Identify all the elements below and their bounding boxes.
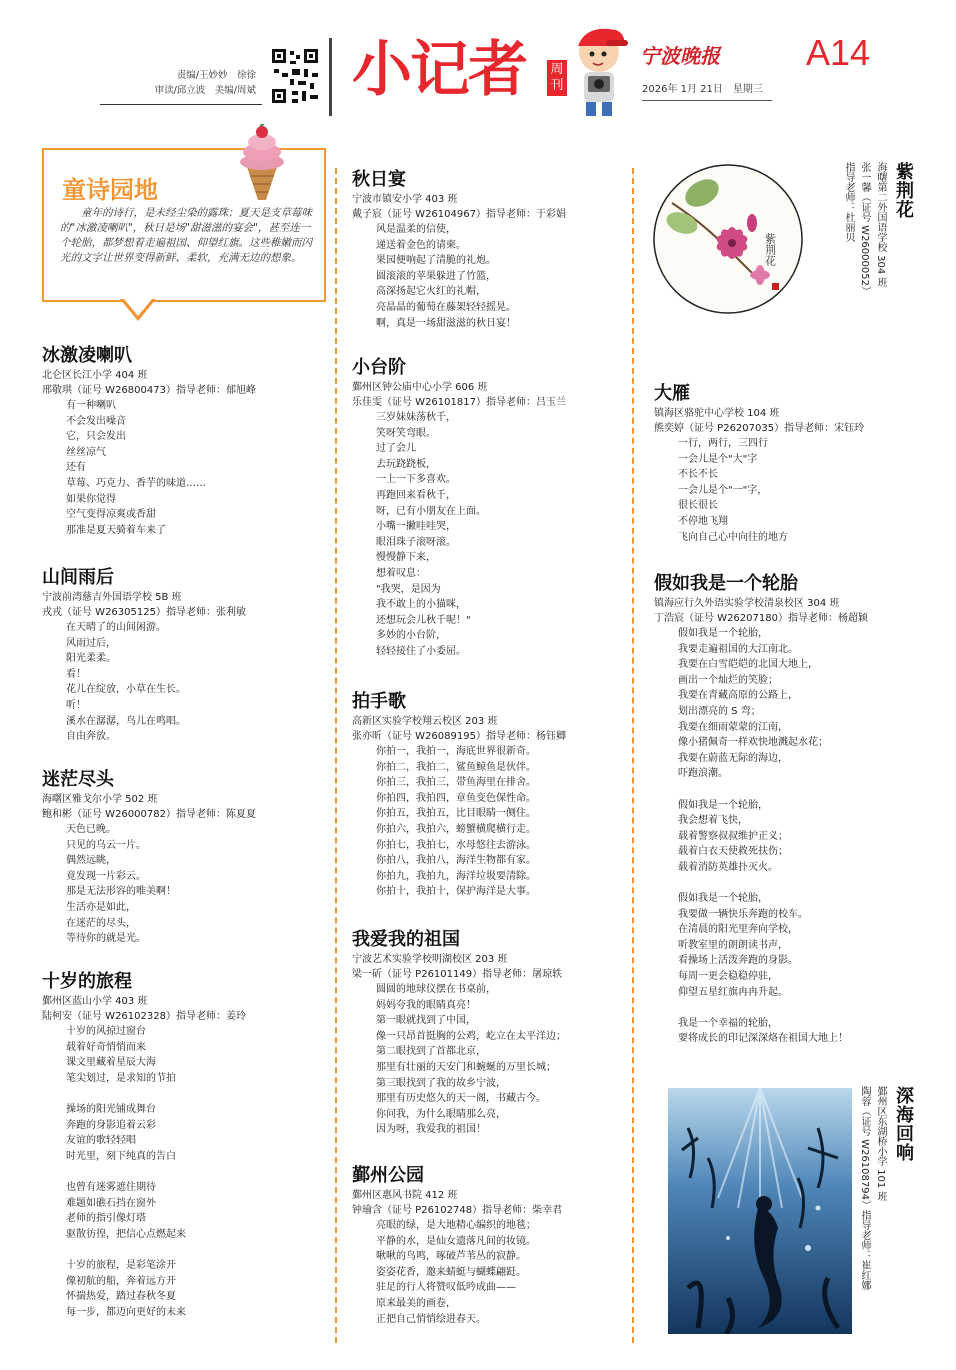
- poem-line: 花儿在绽放，小草在生长。: [66, 684, 186, 696]
- poem-title: 山间雨后: [42, 567, 114, 588]
- poem-line: 你拍四，我拍四，章鱼变色保性命。: [376, 792, 536, 804]
- art2-author: 陶蓉（证号 W26108794）指导老师：崔红娜: [859, 1086, 870, 1290]
- poem-ten-year-journey: [42, 970, 246, 1320]
- column-divider: [335, 168, 337, 1343]
- header-divider: [329, 38, 332, 116]
- poem-line: 姿姿花香，邀来蜻蜓与蝴蝶翩跹。: [376, 1266, 526, 1278]
- poem-school: 宁波艺术实验学校明湖校区 203 班: [352, 954, 508, 965]
- poem-line: [678, 876, 868, 892]
- poem-line: 你拍八，我拍八，海洋生物都有家。: [376, 855, 536, 867]
- poem-line: 想着叹息：: [376, 567, 426, 579]
- poem-if-i-were-a-tire: [654, 572, 868, 1047]
- editors-line-2: 审读/邱立波 美编/周斌: [154, 85, 256, 96]
- poem-wild-goose: [654, 382, 864, 545]
- poem-line: 十岁的风掠过窗台: [66, 1026, 146, 1037]
- poem-line: [66, 1086, 246, 1102]
- poem-line: [66, 1164, 246, 1180]
- poem-line: 亮晶晶的葡萄在藤架轻轻摇晃。: [376, 301, 516, 313]
- poem-school: 鄞州区惠风书院 412 班: [352, 1190, 458, 1201]
- poem-line: 一会儿是个"大"字: [678, 453, 758, 465]
- poem-title: 小台阶: [352, 357, 406, 378]
- poem-line: 过了会儿: [376, 443, 416, 455]
- masthead-title: 小记者: [352, 35, 526, 105]
- poem-line: 十岁的旅程，是彩笔涂开: [66, 1259, 176, 1271]
- poem-line: 飞向自己心中向往的地方: [678, 531, 788, 543]
- intro-speech-tail-inner: [124, 299, 152, 316]
- poem-body: [42, 822, 256, 947]
- poem-line: 因为呀，我爱我的祖国！: [376, 1124, 486, 1136]
- poem-line: 假如我是一个轮胎，: [678, 893, 768, 905]
- poem-line: 不停地飞翔: [678, 515, 728, 527]
- poem-title: 迷茫尽头: [42, 769, 114, 790]
- poem-line: 还有: [66, 462, 86, 474]
- poem-line: 你拍九，我拍九，海洋垃圾要清除。: [376, 870, 536, 882]
- poem-line: 还想玩会儿秋千呢！": [376, 614, 471, 626]
- poem-line: 呀，已有小朋友在上面。: [376, 505, 486, 517]
- poem-line: 难题如礁石挡在窗外: [66, 1197, 156, 1209]
- poem-school: 海曙区雅戈尔小学 502 班: [42, 794, 158, 805]
- intro-text: 童年的诗行，是未经尘染的露珠；夏天是支草莓味的"冰激凌喇叭"，秋日是场"甜滋滋的宴会"，甚至连一个轮胎，都梦想着走遍祖国、仰望红旗。这些稚嫩而闪光的文字让世界变得新鲜、柔软，充满无边的想象。: [60, 207, 312, 264]
- poem-line: 我会想着飞快，: [678, 815, 748, 827]
- poem-line: 啾啾的鸟鸣，啄破芦苇丛的寂静。: [376, 1251, 526, 1263]
- poem-line: 我要做一辆快乐奔跑的校车。: [678, 908, 808, 920]
- poem-line: 自由奔放。: [66, 731, 116, 743]
- poem-title: 鄞州公园: [352, 1165, 424, 1186]
- poem-author: 陆柯安（证号 W26102328）指导老师：姜玲: [42, 1011, 246, 1022]
- poem-line: 载着警察叔叔维护正义；: [678, 830, 788, 842]
- poem-author: 熊奕婷（证号 P26207035）指导老师：宋钰玲: [654, 423, 865, 434]
- poem-line: 第三眼找到了我的故乡宁波，: [376, 1077, 506, 1089]
- poem-school: 鄞州区钟公庙中心小学 606 班: [352, 382, 488, 393]
- poem-line: 一行，两行，三四行: [678, 438, 768, 449]
- ice-cream-icon: [226, 124, 298, 202]
- art1-credit: [840, 162, 888, 322]
- poem-body: [352, 1218, 562, 1327]
- poem-line: 假如我是一个轮胎，: [678, 799, 768, 811]
- poem-author: 张亦昕（证号 W26089195）指导老师：杨钰卿: [352, 731, 566, 742]
- poem-line: 像一只昂首挺胸的公鸡，屹立在太平洋边；: [376, 1030, 566, 1042]
- poem-line: 友谊的歌轻轻唱: [66, 1135, 136, 1147]
- art2-title: 深海回响: [893, 1086, 914, 1162]
- poem-line: 看操场上活泼奔跑的身影。: [678, 955, 798, 967]
- poem-school: 宁波市镇安小学 403 班: [352, 194, 458, 205]
- poem-author: 鲍和彬（证号 W26000782）指导老师：陈夏夏: [42, 809, 256, 820]
- poem-title: 冰激凌喇叭: [42, 345, 132, 366]
- poem-line: 像初航的船，奔着远方开: [66, 1275, 176, 1287]
- poem-line: 那里有历史悠久的天一阁，书藏古今。: [376, 1093, 546, 1105]
- poem-title: 十岁的旅程: [42, 971, 132, 992]
- poem-title: 秋日宴: [352, 169, 406, 190]
- poem-line: 在天晴了的山间闲游。: [66, 622, 166, 633]
- poem-autumn-feast: [352, 168, 566, 331]
- poem-line: 一会儿是个"一"字，: [678, 484, 768, 496]
- poem-line: 我要在蔚蓝无际的海边，: [678, 752, 788, 764]
- poem-line: 小嘴一撇哇哇哭，: [376, 521, 456, 533]
- poem-line: 妈妈夸我的眼睛真亮！: [376, 999, 476, 1011]
- poem-line: 你拍七，我拍七，水母悠往去游泳。: [376, 839, 536, 851]
- poem-author: 邢敬琪（证号 W26800473）指导老师：郁旭峰: [42, 385, 256, 396]
- editors-divider: [100, 104, 262, 105]
- poem-line: 仰望五星红旗冉冉升起。: [678, 986, 788, 998]
- poem-body: [654, 436, 864, 545]
- poem-line: 递送着金色的请柬。: [376, 239, 466, 251]
- painting-inscription: 紫荆花: [763, 233, 777, 266]
- poem-line: 时光里，刻下纯真的告白: [66, 1150, 176, 1162]
- poem-line: 草莓、巧克力、香芋的味道……: [66, 477, 206, 489]
- poem-line: 操场的阳光铺成舞台: [66, 1103, 156, 1115]
- poem-line: 只见的乌云一片。: [66, 839, 146, 851]
- poem-title: 拍手歌: [352, 691, 406, 712]
- poem-line: 轻轻接住了小委屈。: [376, 645, 466, 657]
- poem-body: [42, 398, 256, 538]
- poem-after-rain: [42, 566, 246, 745]
- poem-line: 丝丝凉气: [66, 446, 106, 458]
- issue-date: 2026年 1月 21日 星期三: [642, 84, 763, 95]
- poem-line: 载着好奇悄悄而来: [66, 1041, 146, 1053]
- poem-school: 高新区实验学校翔云校区 203 班: [352, 716, 498, 727]
- poem-author: 梁一斫（证号 P26101149）指导老师：屠琼轶: [352, 969, 563, 980]
- poem-line: 老师的指引像灯塔: [66, 1213, 146, 1225]
- poem-line: 风雨过后，: [66, 637, 116, 649]
- poem-title: 假如我是一个轮胎: [654, 573, 798, 594]
- poem-line: 生活亦是如此，: [66, 901, 136, 913]
- poem-line: 课文里藏着星辰大海: [66, 1057, 156, 1069]
- poem-line: 眼泪珠子滚呀滚。: [376, 536, 456, 548]
- poem-line: 载着白衣天使救死扶伤；: [678, 846, 788, 858]
- poem-line: 看！: [66, 668, 86, 680]
- poem-line: 等待你的就是光。: [66, 933, 146, 945]
- poem-line: 阳光柔柔。: [66, 653, 116, 665]
- poem-line: 偶然远眺，: [66, 855, 116, 867]
- poem-line: "我哭，是因为: [376, 583, 441, 595]
- poem-title: 大雁: [654, 383, 690, 404]
- poem-line: 亮眼的绿，是大地精心编织的地毯；: [376, 1220, 536, 1231]
- poem-line: 我是一个幸福的轮胎，: [678, 1017, 778, 1029]
- poem-line: 你问我，为什么眼睛那么亮，: [376, 1108, 506, 1120]
- poem-line: 你拍十，我拍十，保护海洋是大事。: [376, 886, 536, 898]
- poem-line: 听教室里的朗朗读书声，: [678, 939, 788, 951]
- poem-line: 画出一个灿烂的笑脸；: [678, 674, 778, 686]
- poem-line: 平静的水，是仙女遗落凡间的妆镜。: [376, 1235, 536, 1247]
- poem-line: 那里有壮丽的天安门和蜿蜒的万里长城；: [376, 1061, 556, 1073]
- poem-school: 镇海应行久外语实验学校清泉校区 304 班: [654, 598, 840, 609]
- poem-line: 每一步，都迈向更好的未来: [66, 1306, 186, 1318]
- poem-clapping-song: [352, 690, 566, 900]
- poem-line: 载着消防英雄扑灭火。: [678, 861, 778, 873]
- poem-line: 你拍三，我拍三，带鱼海里在排舍。: [376, 777, 536, 789]
- bauhinia-painting: [652, 163, 804, 315]
- art2-credit: [856, 1086, 888, 1326]
- poem-line: 我要在细雨蒙蒙的江南，: [678, 721, 788, 733]
- poem-line: 驻足的行人将赞叹低吟成曲——: [376, 1282, 516, 1294]
- editors-credit: [155, 68, 256, 98]
- poem-body: [352, 744, 566, 900]
- poem-line: 我要走遍祖国的大江南北。: [678, 643, 798, 655]
- art2-school: 鄞州区东湖桥小学 101 班: [875, 1086, 886, 1202]
- qr-code-icon[interactable]: [270, 47, 320, 105]
- poem-line: 再跑回来看秋千，: [376, 489, 456, 501]
- poem-line: 吓跑浪潮。: [678, 768, 728, 780]
- poem-love-motherland: [352, 928, 566, 1138]
- deep-sea-painting: [668, 1088, 852, 1334]
- poem-line: 你拍一，我拍一，海底世界很新奇。: [376, 746, 536, 757]
- poem-author: 戴子宸（证号 W26104967）指导老师：于彩娟: [352, 209, 566, 220]
- poem-line: [678, 782, 868, 798]
- art1-title: 紫荆花: [893, 162, 914, 219]
- art1-author: 张一馨（证号 W26000052）: [859, 162, 870, 296]
- poem-line: 圆滚滚的苹果躲进了竹篮，: [376, 270, 496, 282]
- poem-line: [66, 1242, 246, 1258]
- poem-line: 像小猪佩奇一样欢快地溅起水花；: [678, 737, 828, 749]
- poem-line: 啊，真是一场甜滋滋的秋日宴！: [376, 317, 516, 329]
- reporter-mascot-icon: [566, 22, 632, 118]
- poem-line: 去玩跷跷板，: [376, 458, 436, 470]
- poem-line: 划出漂亮的 S 弯；: [678, 705, 761, 717]
- poem-line: 第二眼找到了首都北京，: [376, 1046, 486, 1058]
- poem-line: 我不敢上的小猫咪，: [376, 599, 466, 611]
- poem-line: 慢慢静下来，: [376, 552, 436, 564]
- poem-line: 假如我是一个轮胎，: [678, 628, 768, 639]
- poem-line: 空气变得凉爽或香甜: [66, 509, 156, 521]
- date-underline: [642, 100, 772, 101]
- poem-line: 你拍五，我拍五，比目眼睛一侧住。: [376, 808, 536, 820]
- poem-line: 竟发现一片彩云。: [66, 870, 146, 882]
- poem-line: 也曾有迷雾遮住期待: [66, 1181, 156, 1193]
- poem-line: [678, 1000, 868, 1016]
- poem-line: 要将成长的印记深深烙在祖国大地上！: [678, 1033, 848, 1045]
- poem-line: 风是温柔的信使，: [376, 224, 456, 235]
- poem-line: 三岁妹妹荡秋千，: [376, 412, 456, 423]
- column-divider: [632, 168, 634, 1343]
- poem-line: 不会发出噪音: [66, 415, 126, 427]
- page-number: A14: [806, 32, 871, 73]
- poem-line: 天色已晚。: [66, 824, 116, 835]
- poem-line: 我要在青藏高原的公路上，: [678, 690, 798, 702]
- poem-line: 不长不长: [678, 469, 718, 481]
- poem-ice-cream-horn: [42, 344, 256, 538]
- poem-body: [42, 620, 246, 745]
- poem-end-of-confusion: [42, 768, 256, 947]
- poem-line: 你拍二，我拍二，鲨鱼鲸鱼是伙伴。: [376, 761, 536, 773]
- poem-line: 溪水在潺潺，鸟儿在鸣唱。: [66, 715, 186, 727]
- poem-line: 笔尖划过，是求知的节拍: [66, 1072, 176, 1084]
- poem-line: 很长很长: [678, 500, 718, 512]
- poem-school: 宁波前湾慈吉外国语学校 5B 班: [42, 592, 182, 603]
- poem-body: [352, 982, 566, 1138]
- poem-yinzhou-park: [352, 1164, 562, 1327]
- poem-line: 在清晨的阳光里奔向学校，: [678, 924, 798, 936]
- newspaper-name: 宁波晚报: [640, 44, 720, 68]
- poem-line: 驱散彷徨，把信心点燃起来: [66, 1228, 186, 1240]
- poem-author: 戎戎（证号 W26305125）指导老师：张利敏: [42, 607, 246, 618]
- poem-body: [352, 410, 566, 660]
- poem-line: 原来最美的画卷，: [376, 1297, 456, 1309]
- section-title: 童诗园地: [62, 176, 158, 204]
- poem-author: 丁浩宸（证号 W26207180）指导老师：杨超颖: [654, 613, 868, 624]
- poem-line: 有一种喇叭: [66, 400, 116, 411]
- poem-line: 高深扬起它火红的礼帽，: [376, 286, 486, 298]
- poem-line: 怀揣热爱，踏过春秋冬夏: [66, 1291, 176, 1303]
- poem-school: 镇海区骆驼中心学校 104 班: [654, 408, 780, 419]
- poem-line: 那是无法形容的唯美啊！: [66, 886, 176, 898]
- poem-line: 正把自己悄悄绘进春天。: [376, 1313, 486, 1325]
- poem-line: 在迷茫的尽头，: [66, 917, 136, 929]
- poem-line: 圆圆的地球仪摆在书桌前，: [376, 984, 496, 995]
- poem-line: 笑呀笑弯眼。: [376, 427, 436, 439]
- poem-body: [42, 1024, 246, 1320]
- editors-line-1: 责编/王妙妙 徐徐: [176, 70, 256, 81]
- weekly-badge: 周刊: [547, 60, 567, 96]
- poem-line: 我要在白雪皑皑的北国大地上，: [678, 659, 818, 671]
- poem-line: 你拍六，我拍六，螃蟹横爬横行走。: [376, 823, 536, 835]
- poem-body: [654, 626, 868, 1047]
- poem-line: 一上一下多喜欢。: [376, 474, 456, 486]
- poem-title: 我爱我的祖国: [352, 929, 460, 950]
- poem-author: 乐佳雯（证号 W26101817）指导老师：吕玉兰: [352, 397, 566, 408]
- poem-little-step: [352, 356, 566, 660]
- poem-line: 第一眼就找到了中国，: [376, 1015, 476, 1027]
- poem-line: 多妙的小台阶，: [376, 630, 446, 642]
- art1-school: 海曙第二外国语学校 304 班: [875, 162, 886, 288]
- poem-school: 北仑区长江小学 404 班: [42, 370, 148, 381]
- poem-school: 鄞州区蓝山小学 403 班: [42, 996, 148, 1007]
- poem-author: 钟瑜含（证号 P26102748）指导老师：柴幸君: [352, 1205, 563, 1216]
- poem-body: [352, 222, 566, 331]
- poem-line: 它，只会发出: [66, 431, 126, 443]
- poem-line: 果园便响起了清脆的礼炮。: [376, 255, 496, 267]
- poem-line: 那准是夏天骑着车来了: [66, 524, 166, 536]
- poem-line: 如果你觉得: [66, 493, 116, 505]
- poem-line: 每周一更会稳稳停驻，: [678, 971, 778, 983]
- poem-line: 奔跑的身影追着云彩: [66, 1119, 156, 1131]
- art1-teacher: 指导老师：杜丽贝: [843, 162, 854, 242]
- poem-line: 听！: [66, 699, 86, 711]
